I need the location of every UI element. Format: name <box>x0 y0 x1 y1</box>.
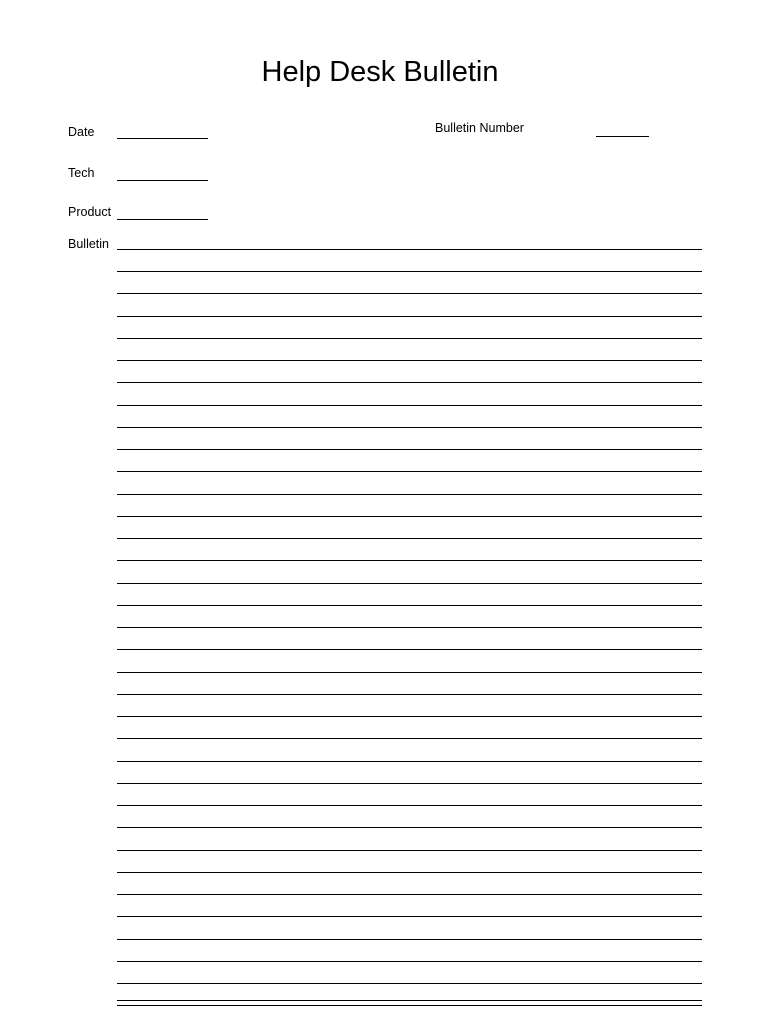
bulletin-line[interactable] <box>117 316 702 317</box>
bulletin-label: Bulletin <box>68 237 109 251</box>
bulletin-line[interactable] <box>117 783 702 784</box>
bulletin-line[interactable] <box>117 605 702 606</box>
bulletin-line[interactable] <box>117 293 702 294</box>
date-field[interactable] <box>117 138 208 139</box>
page-title: Help Desk Bulletin <box>261 56 499 88</box>
bulletin-line[interactable] <box>117 872 702 873</box>
bulletin-line[interactable] <box>117 983 702 984</box>
bulletin-line[interactable] <box>117 560 702 561</box>
bulletin-line[interactable] <box>117 850 702 851</box>
bulletin-line[interactable] <box>117 516 702 517</box>
bulletin-line[interactable] <box>117 916 702 917</box>
bulletin-line[interactable] <box>117 939 702 940</box>
bulletin-line[interactable] <box>117 738 702 739</box>
bulletin-line[interactable] <box>117 360 702 361</box>
bulletin-number-label: Bulletin Number <box>435 121 524 135</box>
bulletin-line[interactable] <box>117 494 702 495</box>
bulletin-line[interactable] <box>117 627 702 628</box>
product-field[interactable] <box>117 219 208 220</box>
bulletin-line[interactable] <box>117 382 702 383</box>
bulletin-number-field[interactable] <box>596 136 649 137</box>
date-label: Date <box>68 125 95 139</box>
bulletin-line[interactable] <box>117 694 702 695</box>
bulletin-line[interactable] <box>117 961 702 962</box>
bulletin-line[interactable] <box>117 805 702 806</box>
tech-field[interactable] <box>117 180 208 181</box>
tech-label: Tech <box>68 166 95 180</box>
bulletin-line[interactable] <box>117 827 702 828</box>
bulletin-line[interactable] <box>117 271 702 272</box>
bulletin-line[interactable] <box>117 649 702 650</box>
bulletin-line[interactable] <box>117 1000 702 1001</box>
bulletin-line[interactable] <box>117 405 702 406</box>
bulletin-line[interactable] <box>117 249 702 250</box>
bulletin-line[interactable] <box>117 471 702 472</box>
bulletin-line[interactable] <box>117 894 702 895</box>
bulletin-line[interactable] <box>117 338 702 339</box>
bulletin-line[interactable] <box>117 538 702 539</box>
bulletin-line[interactable] <box>117 672 702 673</box>
bulletin-line[interactable] <box>117 427 702 428</box>
bulletin-line[interactable] <box>117 583 702 584</box>
product-label: Product <box>68 205 112 219</box>
bulletin-line[interactable] <box>117 449 702 450</box>
bulletin-line[interactable] <box>117 1005 702 1006</box>
bulletin-line[interactable] <box>117 716 702 717</box>
bulletin-line[interactable] <box>117 761 702 762</box>
